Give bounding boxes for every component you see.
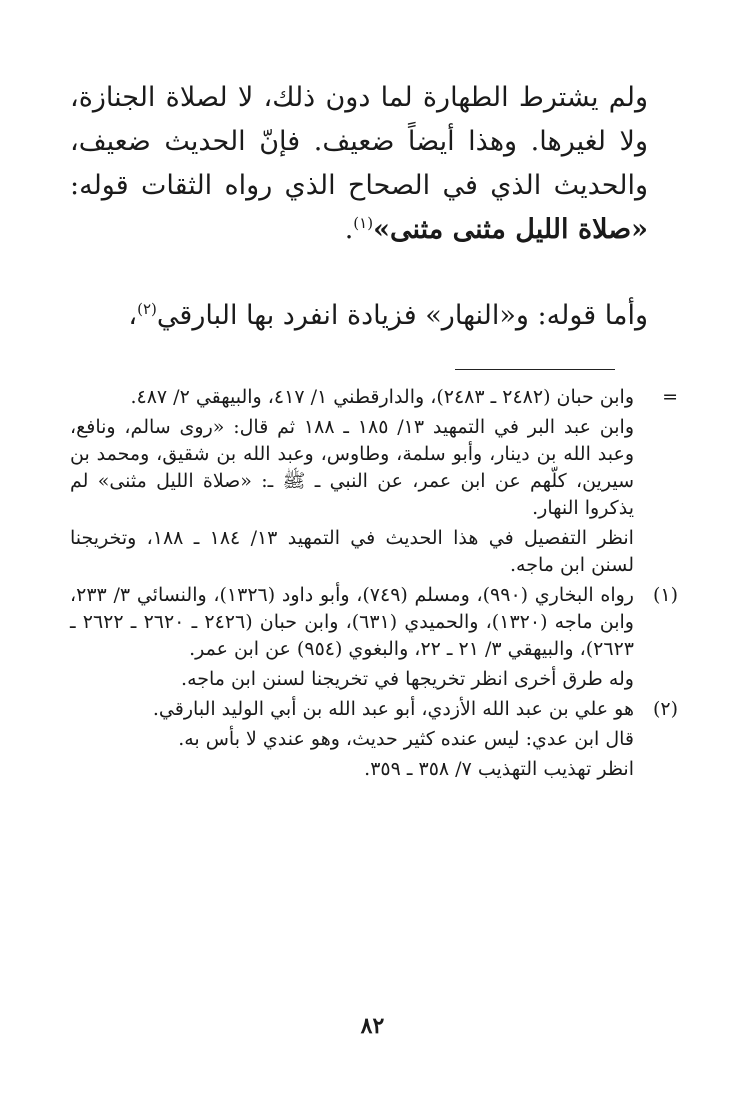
main-paragraph-1 (70, 76, 648, 252)
footnote-body (70, 384, 634, 582)
footnote-paragraph: رواه البخاري (٩٩٠)، ومسلم (٧٤٩)، وأبو داود (١٣٢٦)، والنسائي ٣/ ٢٣٣، وابن ماجه (١٣٢٠)، والحميدي (٦٣١)، وابن حبان (٢٤٢٦ ـ ٢٦٢٠ ـ ٢٦٢٢ ـ ٢٦٢٣)، والبيهقي ٣/ ٢١ ـ ٢٢، والبغوي (٩٥٤) عن ابن عمر. (70, 584, 634, 660)
footnote-marker: (٢) (652, 698, 678, 720)
paragraph-text: وأما قوله: و«النهار» فزيادة انفرد بها البارقي (156, 300, 648, 331)
footnote-ref-2[interactable]: (٢) (137, 300, 157, 318)
paragraph-text: ولم يشترط الطهارة لما دون ذلك، لا لصلاة الجنازة، ولا لغيرها. وهذا أيضاً ضعيف. فإنّ الحديث ضعيف، والحديث الذي في الصحاح الذي رواه الثقات قوله: (70, 82, 648, 201)
footnote-ref-1[interactable]: (١) (353, 214, 374, 232)
footnote-paragraph: هو علي بن عبد الله الأزدي، أبو عبد الله بن أبي الوليد البارقي. (152, 698, 634, 720)
footnote-paragraph: وابن عبد البر في التمهيد ١٣/ ١٨٥ ـ ١٨٨ ثم قال: «روى سالم، ونافع، وعبد الله بن دينار، وأبو سلمة، وطاوس، وعبد الله بن شقيق، ومحمد بن سيرين، كلّهم عن ابن عمر، عن النبي ـ ﷺ ـ: «صلاة الليل مثنى» لم يذكروا النهار. (70, 416, 634, 519)
footnote-marker: (١) (652, 584, 678, 606)
footnote-body (70, 696, 634, 786)
paragraph-gap (70, 252, 648, 294)
footnote-paragraph: قال ابن عدي: ليس عنده كثير حديث، وهو عندي لا بأس به. (178, 728, 634, 750)
hadith-quote: «صلاة الليل مثنى مثنى» (373, 214, 648, 245)
footnote-separator (455, 369, 615, 370)
footnotes (70, 384, 678, 786)
punctuation: . (344, 214, 354, 245)
main-paragraph-2 (70, 294, 648, 338)
footnote-paragraph: وابن حبان (٢٤٨٢ ـ ٢٤٨٣)، والدارقطني ١/ ٤١٧، والبيهقي ٢/ ٤٨٧. (130, 386, 634, 408)
page-number: ٨٢ (360, 1013, 385, 1039)
footnote-2 (70, 696, 678, 786)
main-text (70, 76, 648, 338)
footnote-body (70, 582, 634, 696)
footnote-paragraph: انظر التفصيل في هذا الحديث في التمهيد ١٣/ ١٨٤ ـ ١٨٨، وتخريجنا لسنن ابن ماجه. (70, 527, 634, 576)
footnote-paragraph: وله طرق أخرى انظر تخريجها في تخريجنا لسنن ابن ماجه. (181, 668, 634, 690)
footnote-paragraph: انظر تهذيب التهذيب ٧/ ٣٥٨ ـ ٣٥٩. (364, 758, 634, 780)
footnote-1 (70, 582, 678, 696)
footnote-continued (70, 384, 678, 582)
footnote-marker: = (662, 386, 678, 408)
punctuation: ، (128, 300, 138, 331)
